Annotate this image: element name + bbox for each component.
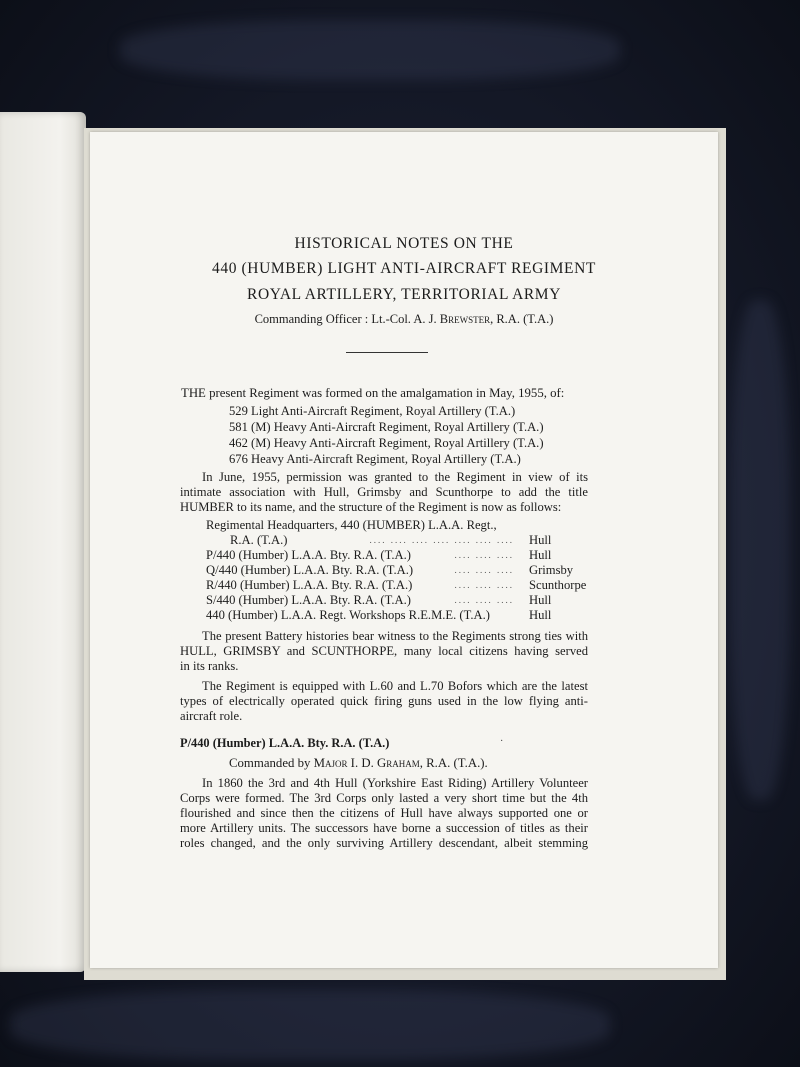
paragraph-line: The Regiment is equipped with L.60 and L.70 Bofors which are the latest xyxy=(202,679,588,693)
amalgamated-unit: 462 (M) Heavy Anti-Aircraft Regiment, Royal Artillery (T.A.) xyxy=(229,436,544,450)
left-page xyxy=(0,112,86,972)
paragraph-line: HULL, GRIMSBY and SCUNTHORPE, many local citizens having served xyxy=(180,644,588,658)
structure-location: Hull xyxy=(529,548,552,562)
commander-suffix: , R.A. (T.A.). xyxy=(419,756,488,770)
paragraph-line: The present Battery histories bear witness to the Regiments strong ties with xyxy=(202,629,588,643)
structure-location: Scunthorpe xyxy=(529,578,587,592)
commander-rank: Major xyxy=(313,756,348,770)
structure-unit: Q/440 (Humber) L.A.A. Bty. R.A. (T.A.) xyxy=(206,563,414,577)
leader-dots: .... .... .... .... .... .... .... xyxy=(369,535,514,545)
divider-rule xyxy=(346,352,428,353)
leader-dots: .... .... .... xyxy=(454,595,514,605)
structure-unit: R.A. (T.A.) xyxy=(230,533,288,547)
structure-location: Hull xyxy=(529,608,552,622)
document-page xyxy=(90,132,718,968)
structure-unit: S/440 (Humber) L.A.A. Bty. R.A. (T.A.) xyxy=(206,593,411,607)
paragraph-line: HUMBER to its name, and the structure of the Regiment is now as follows: xyxy=(180,500,562,514)
paragraph-line: in its ranks. xyxy=(180,659,239,673)
paragraph-line: intimate association with Hull, Grimsby and Scunthorpe to add the title xyxy=(180,485,588,499)
leader-dots: .... .... .... xyxy=(454,550,514,560)
section-title: P/440 (Humber) L.A.A. Bty. R.A. (T.A.) xyxy=(180,736,390,750)
structure-row xyxy=(206,548,598,563)
structure-hq-line: Regimental Headquarters, 440 (HUMBER) L.A.A. Regt., xyxy=(206,518,497,532)
structure-unit: P/440 (Humber) L.A.A. Bty. R.A. (T.A.) xyxy=(206,548,411,562)
paragraph-line: flourished and since then the citizens of Hull have always supported one or xyxy=(180,806,588,820)
leader-dots: .... .... .... xyxy=(454,580,514,590)
structure-location: Grimsby xyxy=(529,563,574,577)
commander-prefix: Commanded by xyxy=(229,756,314,770)
paragraph-line: aircraft role. xyxy=(180,709,243,723)
commanding-officer-name: Brewster xyxy=(439,312,491,326)
commanding-officer-prefix: Commanding Officer : Lt.-Col. A. J. xyxy=(254,312,440,326)
structure-row xyxy=(206,593,598,608)
paragraph-line: In June, 1955, permission was granted to the Regiment in view of its xyxy=(202,470,588,484)
structure-row xyxy=(206,563,598,578)
structure-unit: 440 (Humber) L.A.A. Regt. Workshops R.E.M.E. (T.A.) xyxy=(206,608,490,622)
fabric-fold xyxy=(10,990,610,1060)
amalgamated-unit: 529 Light Anti-Aircraft Regiment, Royal Artillery (T.A.) xyxy=(229,404,516,418)
commanding-officer xyxy=(90,312,718,327)
paragraph-line: In 1860 the 3rd and 4th Hull (Yorkshire East Riding) Artillery Volunteer xyxy=(202,776,588,790)
structure-unit: R/440 (Humber) L.A.A. Bty. R.A. (T.A.) xyxy=(206,578,413,592)
structure-location: Hull xyxy=(529,593,552,607)
stray-mark: · xyxy=(500,736,504,747)
heading-line-1: HISTORICAL NOTES ON THE xyxy=(294,235,514,252)
fabric-fold xyxy=(730,300,790,800)
heading-line-3: ROYAL ARTILLERY, TERRITORIAL ARMY xyxy=(247,286,561,303)
paragraph-line: roles changed, and the only surviving Artillery descendant, albeit stemming xyxy=(180,836,588,850)
commander-name: Graham xyxy=(376,756,420,770)
intro-paragraph: THE present Regiment was formed on the amalgamation in May, 1955, of: xyxy=(181,386,565,400)
structure-row xyxy=(206,533,598,548)
amalgamated-unit: 676 Heavy Anti-Aircraft Regiment, Royal Artillery (T.A.) xyxy=(229,452,521,466)
amalgamated-unit: 581 (M) Heavy Anti-Aircraft Regiment, Royal Artillery (T.A.) xyxy=(229,420,544,434)
structure-row xyxy=(206,578,598,593)
fabric-fold xyxy=(120,20,620,80)
commanding-officer-suffix: , R.A. (T.A.) xyxy=(490,312,554,326)
paragraph-line: more Artillery units. The successors have borne a succession of titles as their xyxy=(180,821,588,835)
paragraph-line: types of electrically operated quick firing guns used in the low flying anti- xyxy=(180,694,588,708)
leader-dots: .... .... .... xyxy=(454,565,514,575)
structure-location: Hull xyxy=(529,533,552,547)
structure-row xyxy=(206,608,598,623)
commander-initials: I. D. xyxy=(347,756,377,770)
paragraph-line: Corps were formed. The 3rd Corps only lasted a very short time but the 4th xyxy=(180,791,588,805)
section-commander xyxy=(229,756,488,771)
heading-line-2: 440 (HUMBER) LIGHT ANTI-AIRCRAFT REGIMENT xyxy=(212,260,596,277)
